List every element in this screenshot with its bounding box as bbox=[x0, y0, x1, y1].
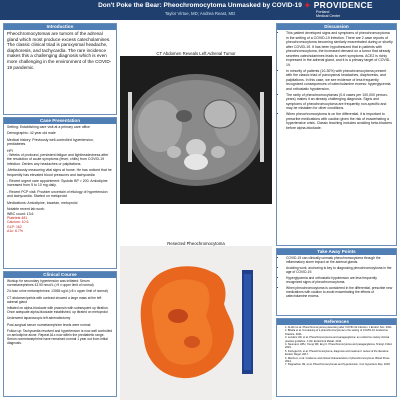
reference-item: 2. Bhatia et al. Unmasking of a pheochromocytoma in the setting of COVID-19. Endocrine Practice. 2021. bbox=[285, 329, 388, 336]
introduction-panel bbox=[3, 23, 117, 115]
lab-a1c: A1c: 6.7% bbox=[7, 229, 23, 234]
discussion-item: • The rarity of pheochromocytomas (0.6 cases per 100,000 person-years) makes it an already challenging diagnosis. Signs and symptoms of pheochromocytoma are frequently non-specific and may be mistaken for other conditions. bbox=[286, 93, 393, 111]
take-away-heading: Take Away Points bbox=[277, 249, 396, 255]
clinical-course-body bbox=[4, 278, 116, 349]
poster-authors: Taylor Virtue, MD; Andrea Reast, MD bbox=[164, 11, 236, 16]
case-presentation-panel bbox=[3, 117, 117, 269]
case-hpi-text: - Weeks of profound, persistent fatigue and lightheadedness after the resolution of acute symptoms (fever, chills) from COVID-19 infection. Denies any headaches or palpitations. bbox=[7, 153, 109, 166]
lab-calcium: Calcium: 10.6 bbox=[7, 220, 29, 225]
clinical-item: Initiated on alpha-blockade with prazosin with subsequent up titration. Once adequate alpha-blockade established, up titrated on metoprolol bbox=[7, 306, 109, 315]
providence-logo bbox=[304, 1, 394, 19]
introduction-text: Pheochromocytomas are tumors of the adrenal gland which most produce excess catecholamines. The classic clinical triad is paroxysmal headache, diaphoresis, and tachycardia. The rare incidence makes this a challenging diagnosis which is even more challenging in the environment of the COVID-19 pandemic. bbox=[7, 31, 112, 70]
reference-item: 1. Al-Abri et al. Pheochromocytoma presenting after COVID-19 infection. J Endocr Soc. 2021. bbox=[285, 326, 393, 329]
discussion-body bbox=[277, 30, 396, 133]
lab-wbc: WBC count: 13.6 bbox=[7, 211, 34, 216]
reference-item: 4. Neumann HPH, Young WF, Eng C. Pheochromocytoma and paraganglioma. N Engl J Med. 2019. bbox=[285, 343, 393, 350]
discussion-item: • In minority of patients (10-30%) with pheochromocytoma present with the classic triad of paroxysmal headaches, diaphoresis, and palpitations. In this case, we see evidence of less frequently recognized consequences of catecholamine excess: hyperglycemia and orthostatic hypotension. bbox=[286, 69, 393, 92]
resected-specimen-image bbox=[120, 246, 272, 400]
clinical-item: Follow up: Tachycardia resolved and hypertension is now well controlled on amlodipine alone. Repeat A1c now within the prediabetic range. Serum normetanephrine have remained normal 1 year out from initial diagnosis. bbox=[7, 328, 113, 346]
clinical-item: CT abdomen/pelvis with contrast showed a large mass at the left adrenal gland bbox=[7, 295, 102, 304]
take-away-body bbox=[277, 255, 396, 301]
lab-glp: GLP: 162 bbox=[7, 224, 22, 229]
case-demographic: Demographic: 42 year old male bbox=[7, 131, 56, 136]
case-presentation-heading: Case Presentation bbox=[4, 118, 116, 124]
clinical-course-panel bbox=[3, 271, 117, 397]
reference-item: 5. Farrugia FA, et al. Pheochromocytoma, diagnosis and treatment: review of the literature. Endocr Regul. 2017. bbox=[285, 349, 390, 357]
references-heading: References bbox=[277, 319, 396, 325]
case-history: Medical history: Previously well-controlled hypertension, prediabetes bbox=[7, 137, 94, 147]
poster-title: Don't Poke the Bear: Pheochromocytoma Unmasked by COVID-19 bbox=[98, 2, 302, 9]
discussion-panel bbox=[276, 23, 397, 246]
clinical-item: Workup for secondary hypertension was initiated: Serum normetanephrines 43.90 nmol/L (>9 x upper limit of normal) bbox=[7, 279, 94, 288]
references-panel bbox=[276, 318, 397, 397]
logo-subtitle-2: Medical Center bbox=[316, 14, 341, 18]
lab-platelets: Platelets 481 bbox=[7, 215, 28, 220]
case-presentation-body bbox=[4, 124, 116, 235]
reference-item: 6. Mazza A, et al. Incidence and clinical characteristics of pheochromocytoma. Blood Press. 2014. bbox=[285, 356, 391, 364]
ct-caption: CT Abdomen Reveals Left Adrenal Tumor bbox=[156, 51, 236, 56]
discussion-heading: Discussion bbox=[277, 24, 396, 30]
case-urgent-care: - Recent urgent care appointment: Systolic BP > 200. Amlodipine increased from 5 to 10 mg daily. bbox=[7, 179, 108, 188]
case-labs-label: Notable recent lab work: bbox=[7, 207, 45, 212]
discussion-item: • When pheochromocytoma is on the differential, it is important to prescribe medications with caution given the risk of exacerbating a hypertensive crisis. Classic teaching includes avoiding beta-blockers before alpha-blockade. bbox=[286, 112, 393, 130]
logo-star-icon: ✦ bbox=[304, 1, 312, 10]
introduction-heading: Introduction bbox=[4, 24, 116, 30]
references-body bbox=[277, 325, 396, 368]
case-pcp-visit: - Recent PCP visit: Provider uncertain of etiology of hypertension and tachycardia. Started on metoprolol bbox=[7, 189, 108, 199]
clinical-item: 24-hour urine metanephrines: 13065 ug/d (>8 x upper limit of normal) bbox=[7, 289, 108, 294]
case-hpi-label: HPI bbox=[7, 148, 13, 153]
specimen-caption: Resected Pheochromocytoma bbox=[167, 241, 225, 246]
logo-wordmark: PROVIDENCE bbox=[313, 0, 373, 10]
reference-item: 7. Pappachan JM, et al. Pheochromocytomas and hypertension. Curr Hypertens Rep. 2018. bbox=[285, 363, 391, 367]
take-away-item: • When pheochromocytoma is considered in the differential, prescribe new medications with caution to avoid exacerbating the effects of catecholamine excess. bbox=[286, 286, 393, 299]
take-away-item: • Hyperglycemia and orthostatic hypotension are less frequently recognized signs of pheochromocytoma. bbox=[286, 276, 393, 284]
ct-scan-image bbox=[120, 56, 272, 204]
take-away-item: • COVID-19 can clinically unmask pheochromocytoma through the inflammatory storm impact on the adrenal glands. bbox=[286, 256, 393, 264]
reference-item: 3. Lenders JW, et al. Pheochromocytoma and paraganglioma: an endocrine society clinical practice guideline. J Clin Endocrinol Metab. 2014. bbox=[285, 336, 390, 343]
logo-subtitle-1: Portland bbox=[316, 10, 330, 14]
clinical-item: Underwent laparoscopic left adrenalectomy bbox=[7, 316, 71, 321]
clinical-item: Post-surgical serum normetanephrine levels were normal bbox=[7, 322, 91, 327]
discussion-item: • This patient developed signs and symptoms of pheochromocytoma in the setting of a COVID-19 infection. There are 2 case reports of pheochromocytoma becoming similarly exacerbated during or shortly after COVID-19. It has been hypothesized that in patients with pheochromocytoma, the increased demand on a tumor that already secretes catecholamines leads to overt symptoms. ACE2 is richly expressed in the adrenal gland, and it is a primary target of COVID-19. bbox=[286, 31, 393, 67]
case-setting: Setting: Establishing care visit at a primary care office bbox=[7, 125, 91, 129]
take-away-item: • Avoiding work, anchoring is key to diagnosing pheochromocytoma in the age of COVID-19. bbox=[286, 266, 393, 274]
take-away-panel bbox=[276, 248, 397, 316]
clinical-course-heading: Clinical Course bbox=[4, 272, 116, 278]
case-medications: Medications: Amlodipine, losartan, metoprolol bbox=[7, 200, 78, 205]
case-home-vitals: -Meticulously measuring vital signs at home. He has noticed that he frequently has elevated blood pressures and tachycardia bbox=[7, 168, 112, 177]
poster-header bbox=[0, 0, 400, 20]
